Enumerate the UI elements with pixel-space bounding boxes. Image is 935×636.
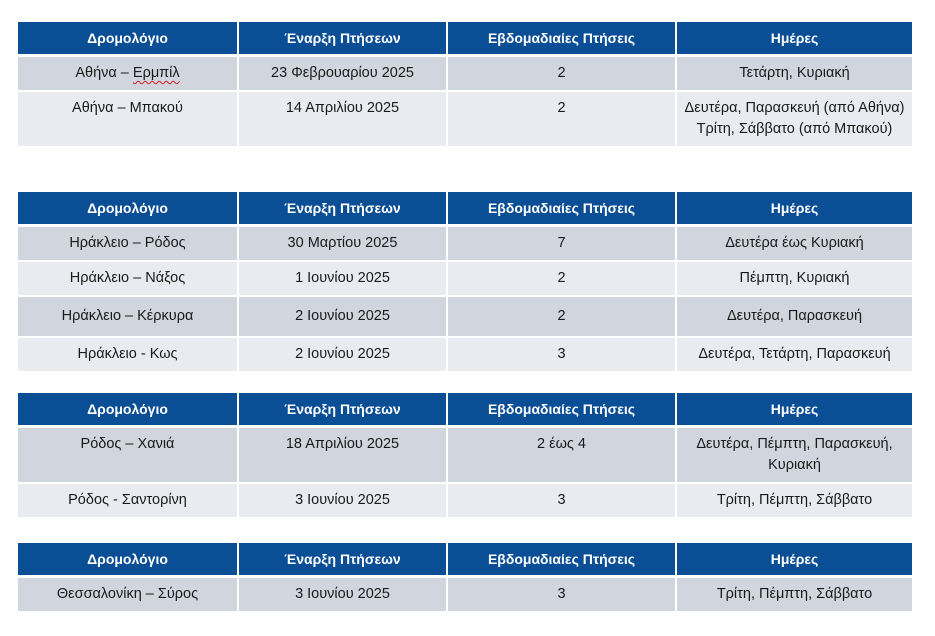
table-header-row — [18, 192, 912, 227]
route-table-2 — [18, 192, 912, 373]
table-row — [18, 428, 912, 484]
cell-days: Δευτέρα, Πέμπτη, Παρασκευή, Κυριακή — [677, 428, 912, 484]
header-start: Έναρξη Πτήσεων — [239, 192, 448, 227]
route-table-4 — [18, 543, 912, 613]
cell-days: Δευτέρα, Παρασκευή — [677, 297, 912, 338]
cell-days: Τρίτη, Πέμπτη, Σάββατο — [677, 484, 912, 519]
table-row — [18, 297, 912, 338]
cell-start: 18 Απριλίου 2025 — [239, 428, 448, 484]
cell-weekly: 2 — [448, 297, 677, 338]
table-row — [18, 262, 912, 297]
cell-start: 1 Ιουνίου 2025 — [239, 262, 448, 297]
cell-weekly: 2 έως 4 — [448, 428, 677, 484]
header-weekly: Εβδομαδιαίες Πτήσεις — [448, 22, 677, 57]
header-start: Έναρξη Πτήσεων — [239, 543, 448, 578]
cell-start: 23 Φεβρουαρίου 2025 — [239, 57, 448, 92]
cell-weekly: 3 — [448, 338, 677, 373]
cell-route: Ηράκλειο - Κως — [18, 338, 239, 373]
route-table-3 — [18, 393, 912, 519]
cell-route: Αθήνα – Μπακού — [18, 92, 239, 148]
cell-weekly: 3 — [448, 484, 677, 519]
table-row — [18, 484, 912, 519]
cell-route: Θεσσαλονίκη – Σύρος — [18, 578, 239, 613]
cell-start: 3 Ιουνίου 2025 — [239, 578, 448, 613]
cell-days: Δευτέρα έως Κυριακή — [677, 227, 912, 262]
cell-weekly: 2 — [448, 92, 677, 148]
cell-weekly: 3 — [448, 578, 677, 613]
cell-start: 2 Ιουνίου 2025 — [239, 338, 448, 373]
cell-route: Ρόδος - Σαντορίνη — [18, 484, 239, 519]
cell-weekly: 2 — [448, 262, 677, 297]
cell-route: Ηράκλειο – Κέρκυρα — [18, 297, 239, 338]
header-days: Ημέρες — [677, 543, 912, 578]
spellcheck-underlined-word: Ερμπίλ — [132, 65, 180, 81]
header-weekly: Εβδομαδιαίες Πτήσεις — [448, 192, 677, 227]
table-header-row — [18, 22, 912, 57]
route-table-1 — [18, 22, 912, 148]
cell-days: Τετάρτη, Κυριακή — [677, 57, 912, 92]
header-route: Δρομολόγιο — [18, 22, 239, 57]
header-days: Ημέρες — [677, 22, 912, 57]
header-route: Δρομολόγιο — [18, 192, 239, 227]
cell-days: Δευτέρα, Τετάρτη, Παρασκευή — [677, 338, 912, 373]
table-row — [18, 92, 912, 148]
table-row — [18, 227, 912, 262]
cell-days: Πέμπτη, Κυριακή — [677, 262, 912, 297]
header-start: Έναρξη Πτήσεων — [239, 22, 448, 57]
cell-start: 30 Μαρτίου 2025 — [239, 227, 448, 262]
cell-route — [18, 57, 239, 92]
cell-route: Ηράκλειο – Νάξος — [18, 262, 239, 297]
cell-start: 2 Ιουνίου 2025 — [239, 297, 448, 338]
cell-days: Δευτέρα, Παρασκευή (από Αθήνα) Τρίτη, Σάββατο (από Μπακού) — [677, 92, 912, 148]
header-days: Ημέρες — [677, 192, 912, 227]
header-days: Ημέρες — [677, 393, 912, 428]
cell-start: 3 Ιουνίου 2025 — [239, 484, 448, 519]
header-route: Δρομολόγιο — [18, 543, 239, 578]
header-weekly: Εβδομαδιαίες Πτήσεις — [448, 543, 677, 578]
table-header-row — [18, 543, 912, 578]
cell-start: 14 Απριλίου 2025 — [239, 92, 448, 148]
cell-route: Ρόδος – Χανιά — [18, 428, 239, 484]
cell-weekly: 7 — [448, 227, 677, 262]
table-row — [18, 57, 912, 92]
cell-days: Τρίτη, Πέμπτη, Σάββατο — [677, 578, 912, 613]
header-start: Έναρξη Πτήσεων — [239, 393, 448, 428]
header-weekly: Εβδομαδιαίες Πτήσεις — [448, 393, 677, 428]
cell-weekly: 2 — [448, 57, 677, 92]
route-text-with-spellcheck: Αθήνα – Ερμπίλ — [75, 65, 180, 81]
cell-route: Ηράκλειο – Ρόδος — [18, 227, 239, 262]
table-row — [18, 338, 912, 373]
header-route: Δρομολόγιο — [18, 393, 239, 428]
table-header-row — [18, 393, 912, 428]
table-row — [18, 578, 912, 613]
